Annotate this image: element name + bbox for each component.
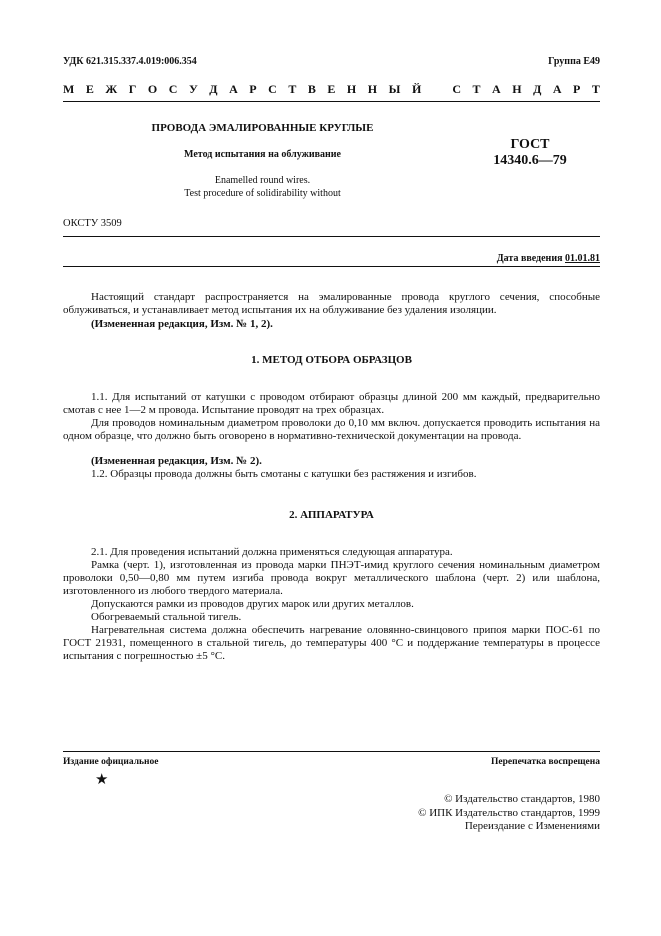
intro-date-value: 01.01.81 (565, 253, 600, 264)
section-1-paragraph-3: 1.2. Образцы провода должны быть смотаны с катушки без растяжения и изгибов. (91, 468, 477, 480)
title-rule (63, 236, 600, 237)
title-english (120, 174, 405, 200)
header-rule (63, 101, 600, 102)
intro-date-label: Дата введения (496, 253, 563, 264)
interstate-letter: Д (533, 82, 542, 96)
title-sub: Метод испытания на облуживание (184, 149, 341, 160)
udk-code: УДК 621.315.337.4.019:006.354 (63, 56, 197, 67)
interstate-letter: Т (591, 82, 600, 96)
interstate-letter: Е (85, 82, 94, 96)
title-block (120, 122, 405, 200)
interstate-letter: О (147, 82, 158, 96)
interstate-letter: Н (346, 82, 357, 96)
section-2-paragraph-2: Рамка (черт. 1), изготовленная из провода марки ПНЭТ-имид круглого сечения номинальным диаметром проволоки 0,50—0,80 мм путем изгиба провода вокруг металлического шаблона (черт. 2) или шаблона, изготовленного из любого твердого материала. (63, 559, 600, 597)
star-icon: ★ (95, 772, 109, 788)
reissue-note: Переиздание с Изменениями (464, 820, 600, 832)
official-edition: Издание официальное (63, 757, 159, 767)
section-2-paragraph-4: Обогреваемый стальной тигель. (91, 611, 242, 623)
interstate-letter: Т (472, 82, 481, 96)
intro-revision-note: (Измененная редакция, Изм. № 1, 2). (91, 318, 273, 330)
interstate-letter: Е (327, 82, 336, 96)
copyright-1999: © ИПК Издательство стандартов, 1999 (418, 806, 600, 819)
interstate-letter: С (268, 82, 277, 96)
section-1-paragraph-1: 1.1. Для испытаний от катушки с проводом отбирают образцы длиной 200 мм каждый, предварительно смотав с нее 1—2 м провода. Испытание проводят на трех образцах. (63, 391, 600, 416)
interstate-letter: Р (249, 82, 257, 96)
section-1-title: 1. МЕТОД ОТБОРА ОБРАЗЦОВ (251, 354, 412, 366)
title-main: ПРОВОДА ЭМАЛИРОВАННЫЕ КРУГЛЫЕ (151, 122, 374, 134)
section-2-paragraph-1: 2.1. Для проведения испытаний должна применяться следующая аппаратура. (91, 546, 453, 558)
interstate-letter: Й (411, 82, 422, 96)
section-2-title: 2. АППАРАТУРА (289, 509, 374, 521)
interstate-letter: Ж (105, 82, 118, 96)
interstate-letter: У (188, 82, 198, 96)
gost-number (470, 137, 590, 169)
group-code: Группа Е49 (548, 56, 600, 67)
date-rule (63, 266, 600, 267)
interstate-letter: Н (367, 82, 378, 96)
interstate-letter: С (168, 82, 178, 96)
interstate-standard-heading (63, 82, 600, 97)
interstate-letter: Р (573, 82, 581, 96)
reprint-prohibited: Перепечатка воспрещена (490, 757, 600, 767)
interstate-letter: А (229, 82, 238, 96)
interstate-letter: А (552, 82, 562, 96)
interstate-letter (433, 82, 441, 97)
title-english-line1: Enamelled round wires. (214, 175, 311, 186)
section-1-revision-note: (Измененная редакция, Изм. № 2). (91, 455, 262, 467)
section-2-paragraph-5: Нагревательная система должна обеспечить нагревание оловянно-свинцового припоя марки ПОС-61 по ГОСТ 21931, помещенного в стальной тигель, до температуры 400 °С и поддержание температуры в процессе испытания с погрешностью ±5 °С. (63, 624, 600, 662)
copyright-block (418, 793, 600, 834)
intro-paragraph: Настоящий стандарт распространяется на эмалированные провода круглого сечения, способные облуживаться, и устанавливает метод испытания их на облуживание без удаления изоляции. (63, 291, 600, 316)
interstate-letter: Д (209, 82, 218, 96)
copyright-1980: © Издательство стандартов, 1980 (444, 793, 600, 805)
section-2-paragraph-3: Допускаются рамки из проводов других марок или других металлов. (91, 598, 414, 610)
interstate-letter: Н (512, 82, 522, 96)
gost-label: ГОСТ (510, 137, 550, 152)
intro-date (497, 253, 600, 264)
interstate-letter: С (452, 82, 461, 96)
interstate-letter: Т (288, 82, 297, 96)
interstate-letter: В (307, 82, 316, 96)
oksty-code: ОКСТУ 3509 (63, 218, 122, 229)
footer-rule (63, 751, 600, 752)
interstate-letter: Ы (388, 82, 401, 96)
interstate-letter: А (492, 82, 501, 96)
interstate-letter: Г (128, 82, 137, 96)
gost-code: 14340.6—79 (493, 153, 567, 168)
title-english-line2: Test procedure of solidirability without (184, 188, 341, 199)
interstate-letter: М (63, 82, 75, 96)
section-1-paragraph-2: Для проводов номинальным диаметром проволоки до 0,10 мм включ. допускается проводить испытания на одном образце, что должно быть оговорено в нормативно-технической документации на провода. (63, 417, 600, 442)
